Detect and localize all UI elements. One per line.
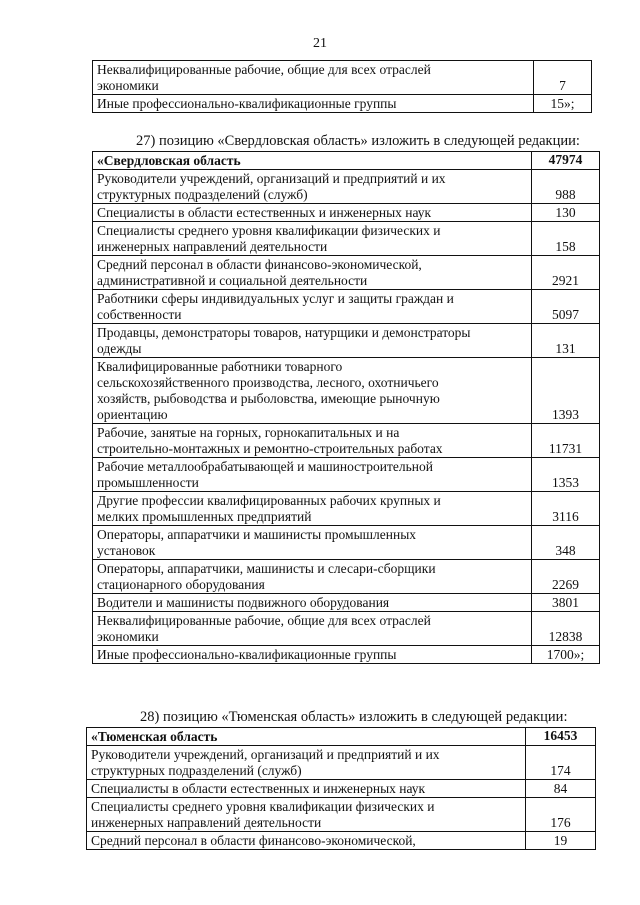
value-cell: 158 <box>532 222 600 256</box>
occupation-group <box>87 780 526 798</box>
occupation-label-line: Специалисты среднего уровня квалификации физических и <box>91 799 435 814</box>
value-cell: 1700»; <box>532 646 600 664</box>
occupation-label-line: собственности <box>97 307 182 322</box>
table-row <box>93 290 600 324</box>
occupation-label-line: промышленности <box>97 475 199 490</box>
occupation-group <box>93 526 532 560</box>
occupation-group <box>93 492 532 526</box>
occupation-label-line: Специалисты в области естественных и инженерных наук <box>97 205 432 220</box>
occupation-label-line: Операторы, аппаратчики и машинисты промышленных <box>97 527 417 542</box>
value-cell: 174 <box>526 746 596 780</box>
value-cell: 130 <box>532 204 600 222</box>
table-row <box>87 798 596 832</box>
occupation-label-line: строительно-монтажных и ремонтно-строительных работах <box>97 441 443 456</box>
table-row <box>93 324 600 358</box>
occupation-label-line: Средний персонал в области финансово-экономической, <box>97 257 422 272</box>
table-header-row <box>87 728 596 746</box>
page-number: 21 <box>313 36 327 51</box>
table-row <box>93 646 600 664</box>
table-row <box>93 594 600 612</box>
value-cell: 84 <box>526 780 596 798</box>
occupation-group <box>93 95 534 113</box>
occupation-group <box>93 358 532 424</box>
table-row <box>93 358 600 424</box>
table-row <box>93 256 600 290</box>
value-cell: 2269 <box>532 560 600 594</box>
value-cell: 988 <box>532 170 600 204</box>
occupation-label-line: инженерных направлений деятельности <box>97 239 328 254</box>
table-row <box>93 492 600 526</box>
occupation-label-line: Иные профессионально-квалификационные группы <box>97 96 397 111</box>
occupation-label-line: Водители и машинисты подвижного оборудования <box>97 595 390 610</box>
occupation-group <box>93 560 532 594</box>
occupation-label-line: структурных подразделений (служб) <box>97 187 308 202</box>
table-tyumen <box>86 727 596 850</box>
occupation-label-line: сельскохозяйственного производства, лесного, охотничьего <box>97 375 439 390</box>
value-cell: 1393 <box>532 358 600 424</box>
occupation-label-line: стационарного оборудования <box>97 577 265 592</box>
occupation-label-line: Специалисты среднего уровня квалификации физических и <box>97 223 441 238</box>
occupation-group <box>87 746 526 780</box>
occupation-label-line: Другие профессии квалифицированных рабочих крупных и <box>97 493 441 508</box>
table-sverdlovsk <box>92 151 600 664</box>
value-cell: 7 <box>534 61 592 95</box>
occupation-label-line: Неквалифицированные рабочие, общие для всех отраслей <box>97 62 431 77</box>
occupation-group <box>93 324 532 358</box>
occupation-label-line: Квалифицированные работники товарного <box>97 359 343 374</box>
occupation-label-line: установок <box>97 543 156 558</box>
occupation-group <box>93 290 532 324</box>
value-cell: 12838 <box>532 612 600 646</box>
occupation-group <box>87 798 526 832</box>
occupation-label-line: Специалисты в области естественных и инженерных наук <box>91 781 426 796</box>
occupation-label-line: экономики <box>97 78 159 93</box>
table-row <box>93 560 600 594</box>
occupation-group <box>93 646 532 664</box>
region-total: 47974 <box>532 152 600 170</box>
amendment-27-text: 27) позицию «Свердловская область» изложить в следующей редакции: <box>136 133 580 149</box>
occupation-label-line: хозяйств, рыбоводства и рыболовства, имеющие рыночную <box>97 391 440 406</box>
table-row <box>93 222 600 256</box>
value-cell: 176 <box>526 798 596 832</box>
occupation-label-line: Операторы, аппаратчики, машинисты и слесари-сборщики <box>97 561 436 576</box>
table-row <box>93 95 592 113</box>
region-name: «Свердловская область <box>93 152 532 170</box>
amendment-28-text: 28) позицию «Тюменская область» изложить в следующей редакции: <box>140 709 568 725</box>
table-body <box>93 61 592 113</box>
occupation-label-line: экономики <box>97 629 159 644</box>
table-row <box>93 458 600 492</box>
table-body <box>87 728 596 850</box>
occupation-label-line: Иные профессионально-квалификационные группы <box>97 647 397 662</box>
occupation-label-line: Неквалифицированные рабочие, общие для всех отраслей <box>97 613 431 628</box>
region-name: «Тюменская область <box>87 728 526 746</box>
occupation-label-line: мелких промышленных предприятий <box>97 509 312 524</box>
table-row <box>87 832 596 850</box>
table-row <box>93 612 600 646</box>
occupation-group <box>93 222 532 256</box>
occupation-label-line: административной и социальной деятельности <box>97 273 368 288</box>
occupation-label-line: Рабочие металлообрабатывающей и машиностроительной <box>97 459 433 474</box>
table-previous-region-end <box>92 60 592 113</box>
occupation-group <box>93 170 532 204</box>
value-cell: 131 <box>532 324 600 358</box>
region-total: 16453 <box>526 728 596 746</box>
occupation-label-line: структурных подразделений (служб) <box>91 763 302 778</box>
table-row <box>93 526 600 560</box>
value-cell: 11731 <box>532 424 600 458</box>
value-cell: 3116 <box>532 492 600 526</box>
occupation-group <box>93 458 532 492</box>
occupation-label-line: Руководители учреждений, организаций и предприятий и их <box>91 747 440 762</box>
value-cell: 3801 <box>532 594 600 612</box>
table-row <box>93 61 592 95</box>
value-cell: 348 <box>532 526 600 560</box>
occupation-label-line: одежды <box>97 341 142 356</box>
occupation-label-line: Работники сферы индивидуальных услуг и защиты граждан и <box>97 291 454 306</box>
occupation-label-line: инженерных направлений деятельности <box>91 815 322 830</box>
table-row <box>87 746 596 780</box>
table-row <box>93 424 600 458</box>
table-row <box>87 780 596 798</box>
occupation-label-line: Продавцы, демонстраторы товаров, натурщики и демонстраторы <box>97 325 471 340</box>
occupation-label-line: Руководители учреждений, организаций и предприятий и их <box>97 171 446 186</box>
occupation-label-line: ориентацию <box>97 407 168 422</box>
value-cell: 5097 <box>532 290 600 324</box>
occupation-group <box>93 612 532 646</box>
value-cell: 1353 <box>532 458 600 492</box>
occupation-group <box>93 256 532 290</box>
occupation-group <box>93 61 534 95</box>
value-cell: 2921 <box>532 256 600 290</box>
value-cell: 19 <box>526 832 596 850</box>
table-row <box>93 204 600 222</box>
value-cell: 15»; <box>534 95 592 113</box>
occupation-label-line: Рабочие, занятые на горных, горнокапитальных и на <box>97 425 400 440</box>
occupation-group <box>93 424 532 458</box>
occupation-label-line: Средний персонал в области финансово-экономической, <box>91 833 416 848</box>
occupation-group <box>87 832 526 850</box>
occupation-group <box>93 594 532 612</box>
table-body <box>93 152 600 664</box>
table-header-row <box>93 152 600 170</box>
occupation-group <box>93 204 532 222</box>
table-row <box>93 170 600 204</box>
